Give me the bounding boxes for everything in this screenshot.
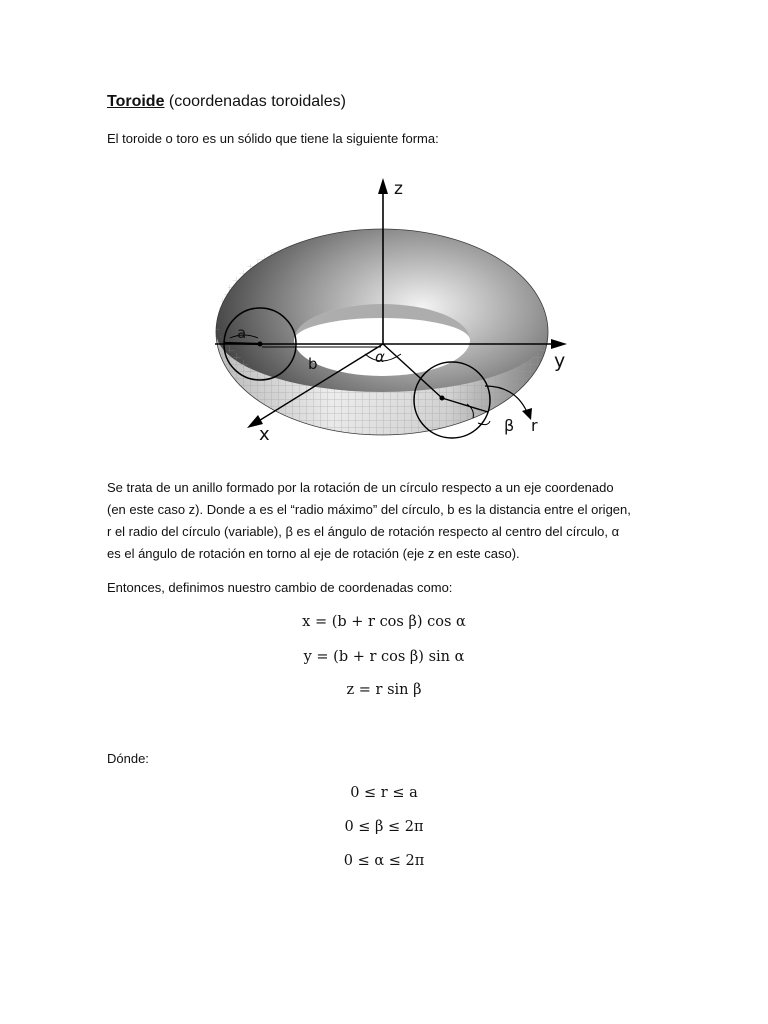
section-title <box>107 91 346 113</box>
change-intro: Entonces, definimos nuestro cambio de coordenadas como: <box>107 580 453 595</box>
a-label: a <box>237 324 247 342</box>
title-rest: (coordenadas toroidales) <box>164 93 346 110</box>
torus-diagram <box>205 172 580 447</box>
equation-y: y = (b + r cos β) sin α <box>303 649 465 665</box>
intro-paragraph: El toroide o toro es un sólido que tiene la siguiente forma: <box>107 131 439 146</box>
donde-label: Dónde: <box>107 751 149 766</box>
y-axis-label: y <box>554 350 566 372</box>
alpha-label: α <box>375 348 385 366</box>
description-line: Se trata de un anillo formado por la rotación de un círculo respecto a un eje coordenado <box>107 480 614 495</box>
description-line: r el radio del círculo (variable), β es el ángulo de rotación respecto al centro del círculo, α <box>107 524 620 539</box>
range-alpha: 0 ≤ α ≤ 2π <box>343 853 425 869</box>
torus-figure <box>205 172 580 447</box>
equation-z: z = r sin β <box>346 682 422 698</box>
torus-body <box>216 229 548 435</box>
beta-label: β <box>504 416 515 435</box>
title-bold: Toroide <box>107 93 165 110</box>
equation-x: x = (b + r cos β) cos α <box>302 614 466 630</box>
range-r: 0 ≤ r ≤ a <box>350 785 418 801</box>
z-axis-label: z <box>394 179 403 199</box>
description-line: (en este caso z). Donde a es el “radio máximo” del círculo, b es la distancia entre el origen, <box>107 502 631 517</box>
b-label: b <box>308 355 318 373</box>
range-beta: 0 ≤ β ≤ 2π <box>344 819 424 835</box>
x-axis-label: x <box>259 424 270 445</box>
description-line: es el ángulo de rotación en torno al eje de rotación (eje z en este caso). <box>107 546 520 561</box>
r-label: r <box>531 416 538 435</box>
